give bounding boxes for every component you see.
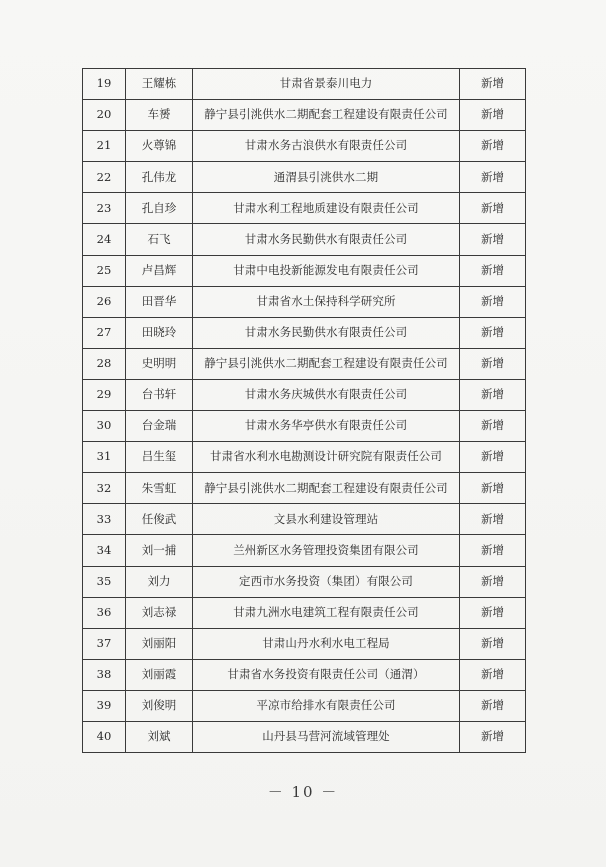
row-number-cell: 38 — [83, 659, 126, 690]
table-row — [83, 659, 526, 690]
person-name-cell: 吕生玺 — [126, 442, 193, 473]
organization-cell: 文县水利建设管理站 — [193, 504, 460, 535]
row-number-cell: 19 — [83, 69, 126, 100]
change-type-cell: 新增 — [460, 224, 526, 255]
row-number-cell: 36 — [83, 597, 126, 628]
change-type-cell: 新增 — [460, 597, 526, 628]
organization-cell: 甘肃水利工程地质建设有限责任公司 — [193, 193, 460, 224]
organization-cell: 甘肃省水利水电勘测设计研究院有限责任公司 — [193, 442, 460, 473]
row-number-cell: 40 — [83, 721, 126, 752]
change-type-cell: 新增 — [460, 535, 526, 566]
table-row — [83, 100, 526, 131]
table-row — [83, 504, 526, 535]
change-type-cell: 新增 — [460, 100, 526, 131]
person-name-cell: 孔伟龙 — [126, 162, 193, 193]
row-number-cell: 20 — [83, 100, 126, 131]
change-type-cell: 新增 — [460, 411, 526, 442]
person-name-cell: 史明明 — [126, 348, 193, 379]
organization-cell: 通渭县引洮供水二期 — [193, 162, 460, 193]
organization-cell: 甘肃中电投新能源发电有限责任公司 — [193, 255, 460, 286]
change-type-cell: 新增 — [460, 162, 526, 193]
row-number-cell: 34 — [83, 535, 126, 566]
row-number-cell: 37 — [83, 628, 126, 659]
table-row — [83, 286, 526, 317]
change-type-cell: 新增 — [460, 473, 526, 504]
person-name-cell: 王耀栋 — [126, 69, 193, 100]
organization-cell: 甘肃水务民勤供水有限责任公司 — [193, 224, 460, 255]
person-name-cell: 石飞 — [126, 224, 193, 255]
row-number-cell: 21 — [83, 131, 126, 162]
row-number-cell: 24 — [83, 224, 126, 255]
organization-cell: 甘肃山丹水利水电工程局 — [193, 628, 460, 659]
person-name-cell: 台书轩 — [126, 379, 193, 410]
organization-cell: 甘肃水务民勤供水有限责任公司 — [193, 317, 460, 348]
person-name-cell: 刘斌 — [126, 721, 193, 752]
person-name-cell: 刘力 — [126, 566, 193, 597]
person-name-cell: 田晋华 — [126, 286, 193, 317]
change-type-cell: 新增 — [460, 286, 526, 317]
row-number-cell: 30 — [83, 411, 126, 442]
change-type-cell: 新增 — [460, 379, 526, 410]
person-name-cell: 孔自珍 — [126, 193, 193, 224]
row-number-cell: 33 — [83, 504, 126, 535]
row-number-cell: 25 — [83, 255, 126, 286]
change-type-cell: 新增 — [460, 721, 526, 752]
table-row — [83, 348, 526, 379]
personnel-table — [82, 68, 526, 753]
row-number-cell: 31 — [83, 442, 126, 473]
table-row — [83, 162, 526, 193]
table-row — [83, 224, 526, 255]
organization-cell: 定西市水务投资（集团）有限公司 — [193, 566, 460, 597]
row-number-cell: 39 — [83, 690, 126, 721]
organization-cell: 静宁县引洮供水二期配套工程建设有限责任公司 — [193, 473, 460, 504]
table-row — [83, 317, 526, 348]
person-name-cell: 刘一捕 — [126, 535, 193, 566]
change-type-cell: 新增 — [460, 131, 526, 162]
row-number-cell: 29 — [83, 379, 126, 410]
person-name-cell: 刘丽阳 — [126, 628, 193, 659]
table-row — [83, 193, 526, 224]
table-row — [83, 628, 526, 659]
person-name-cell: 车赟 — [126, 100, 193, 131]
organization-cell: 山丹县马营河流域管理处 — [193, 721, 460, 752]
person-name-cell: 田晓玲 — [126, 317, 193, 348]
row-number-cell: 28 — [83, 348, 126, 379]
table-row — [83, 597, 526, 628]
person-name-cell: 刘志禄 — [126, 597, 193, 628]
organization-cell: 平凉市给排水有限责任公司 — [193, 690, 460, 721]
page-number: － 10 － — [267, 783, 339, 801]
change-type-cell: 新增 — [460, 659, 526, 690]
organization-cell: 甘肃省水务投资有限责任公司（通渭） — [193, 659, 460, 690]
table-row — [83, 131, 526, 162]
row-number-cell: 23 — [83, 193, 126, 224]
organization-cell: 静宁县引洮供水二期配套工程建设有限责任公司 — [193, 100, 460, 131]
table-row — [83, 442, 526, 473]
row-number-cell: 27 — [83, 317, 126, 348]
row-number-cell: 22 — [83, 162, 126, 193]
organization-cell: 兰州新区水务管理投资集团有限公司 — [193, 535, 460, 566]
row-number-cell: 32 — [83, 473, 126, 504]
change-type-cell: 新增 — [460, 348, 526, 379]
table-row — [83, 255, 526, 286]
table-row — [83, 566, 526, 597]
organization-cell: 甘肃水务古浪供水有限责任公司 — [193, 131, 460, 162]
person-name-cell: 任俊武 — [126, 504, 193, 535]
change-type-cell: 新增 — [460, 442, 526, 473]
person-name-cell: 刘俊明 — [126, 690, 193, 721]
organization-cell: 甘肃九洲水电建筑工程有限责任公司 — [193, 597, 460, 628]
organization-cell: 甘肃水务华亭供水有限责任公司 — [193, 411, 460, 442]
table-row — [83, 721, 526, 752]
table-row — [83, 535, 526, 566]
person-name-cell: 刘丽霞 — [126, 659, 193, 690]
person-name-cell: 台金瑞 — [126, 411, 193, 442]
change-type-cell: 新增 — [460, 69, 526, 100]
person-name-cell: 朱雪虹 — [126, 473, 193, 504]
table-row — [83, 69, 526, 100]
person-name-cell: 卢昌辉 — [126, 255, 193, 286]
change-type-cell: 新增 — [460, 566, 526, 597]
row-number-cell: 26 — [83, 286, 126, 317]
organization-cell: 甘肃省水土保持科学研究所 — [193, 286, 460, 317]
organization-cell: 甘肃水务庆城供水有限责任公司 — [193, 379, 460, 410]
change-type-cell: 新增 — [460, 628, 526, 659]
table-row — [83, 690, 526, 721]
person-name-cell: 火尊锦 — [126, 131, 193, 162]
change-type-cell: 新增 — [460, 504, 526, 535]
table-row — [83, 411, 526, 442]
table-row — [83, 379, 526, 410]
row-number-cell: 35 — [83, 566, 126, 597]
table-row — [83, 473, 526, 504]
personnel-table-body — [83, 69, 526, 753]
change-type-cell: 新增 — [460, 193, 526, 224]
change-type-cell: 新增 — [460, 255, 526, 286]
organization-cell: 静宁县引洮供水二期配套工程建设有限责任公司 — [193, 348, 460, 379]
change-type-cell: 新增 — [460, 690, 526, 721]
change-type-cell: 新增 — [460, 317, 526, 348]
organization-cell: 甘肃省景泰川电力 — [193, 69, 460, 100]
